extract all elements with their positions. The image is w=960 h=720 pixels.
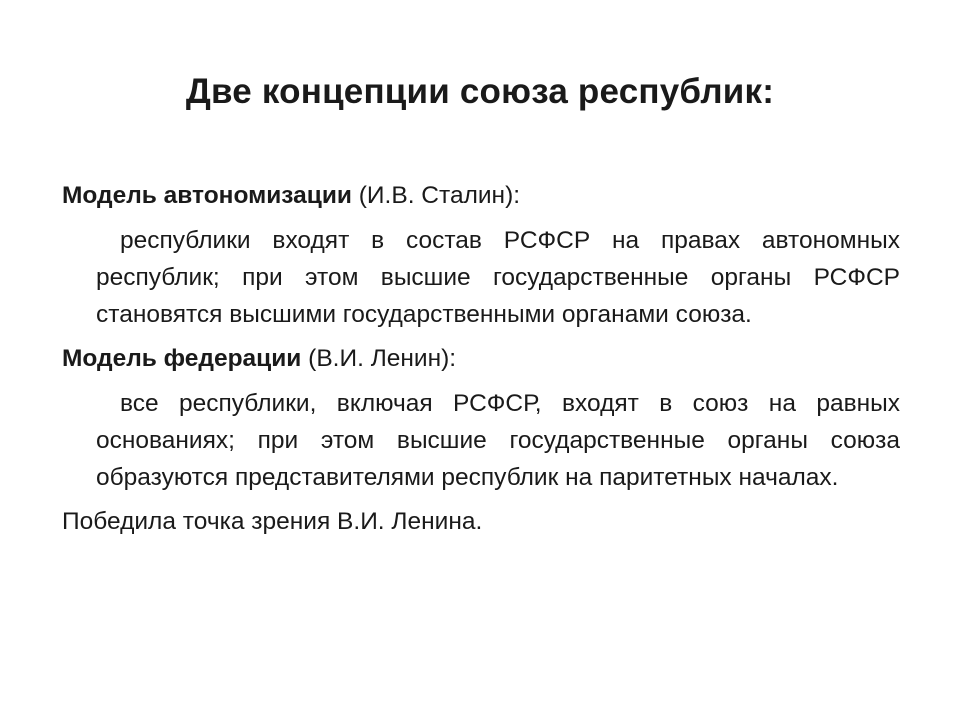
slide-title: Две концепции союза республик: xyxy=(185,72,775,111)
model-federation-description-block xyxy=(96,385,900,496)
conclusion: Победила точка зрения В.И. Ленина. xyxy=(62,508,483,535)
model-autonomization-heading xyxy=(62,177,900,214)
model-federation-heading xyxy=(62,340,900,377)
model-autonomization-description: республики входят в состав РСФСР на правах автономных республик; при этом высшие государственные органы РСФСР становятся высшими государственными органами союза. xyxy=(96,227,900,328)
model-federation-description: все республики, включая РСФСР, входят в союз на равных основаниях; при этом высшие государственные органы союза образуются представителями республик на паритетных началах. xyxy=(96,390,900,491)
model-federation-author: (В.И. Ленин): xyxy=(301,345,457,372)
model-federation-name: Модель федерации xyxy=(62,345,302,372)
slide-content xyxy=(62,177,900,540)
model-autonomization-name: Модель автономизации xyxy=(62,182,352,209)
model-autonomization-author: (И.В. Сталин): xyxy=(351,182,521,209)
model-autonomization-description-block xyxy=(96,222,900,333)
